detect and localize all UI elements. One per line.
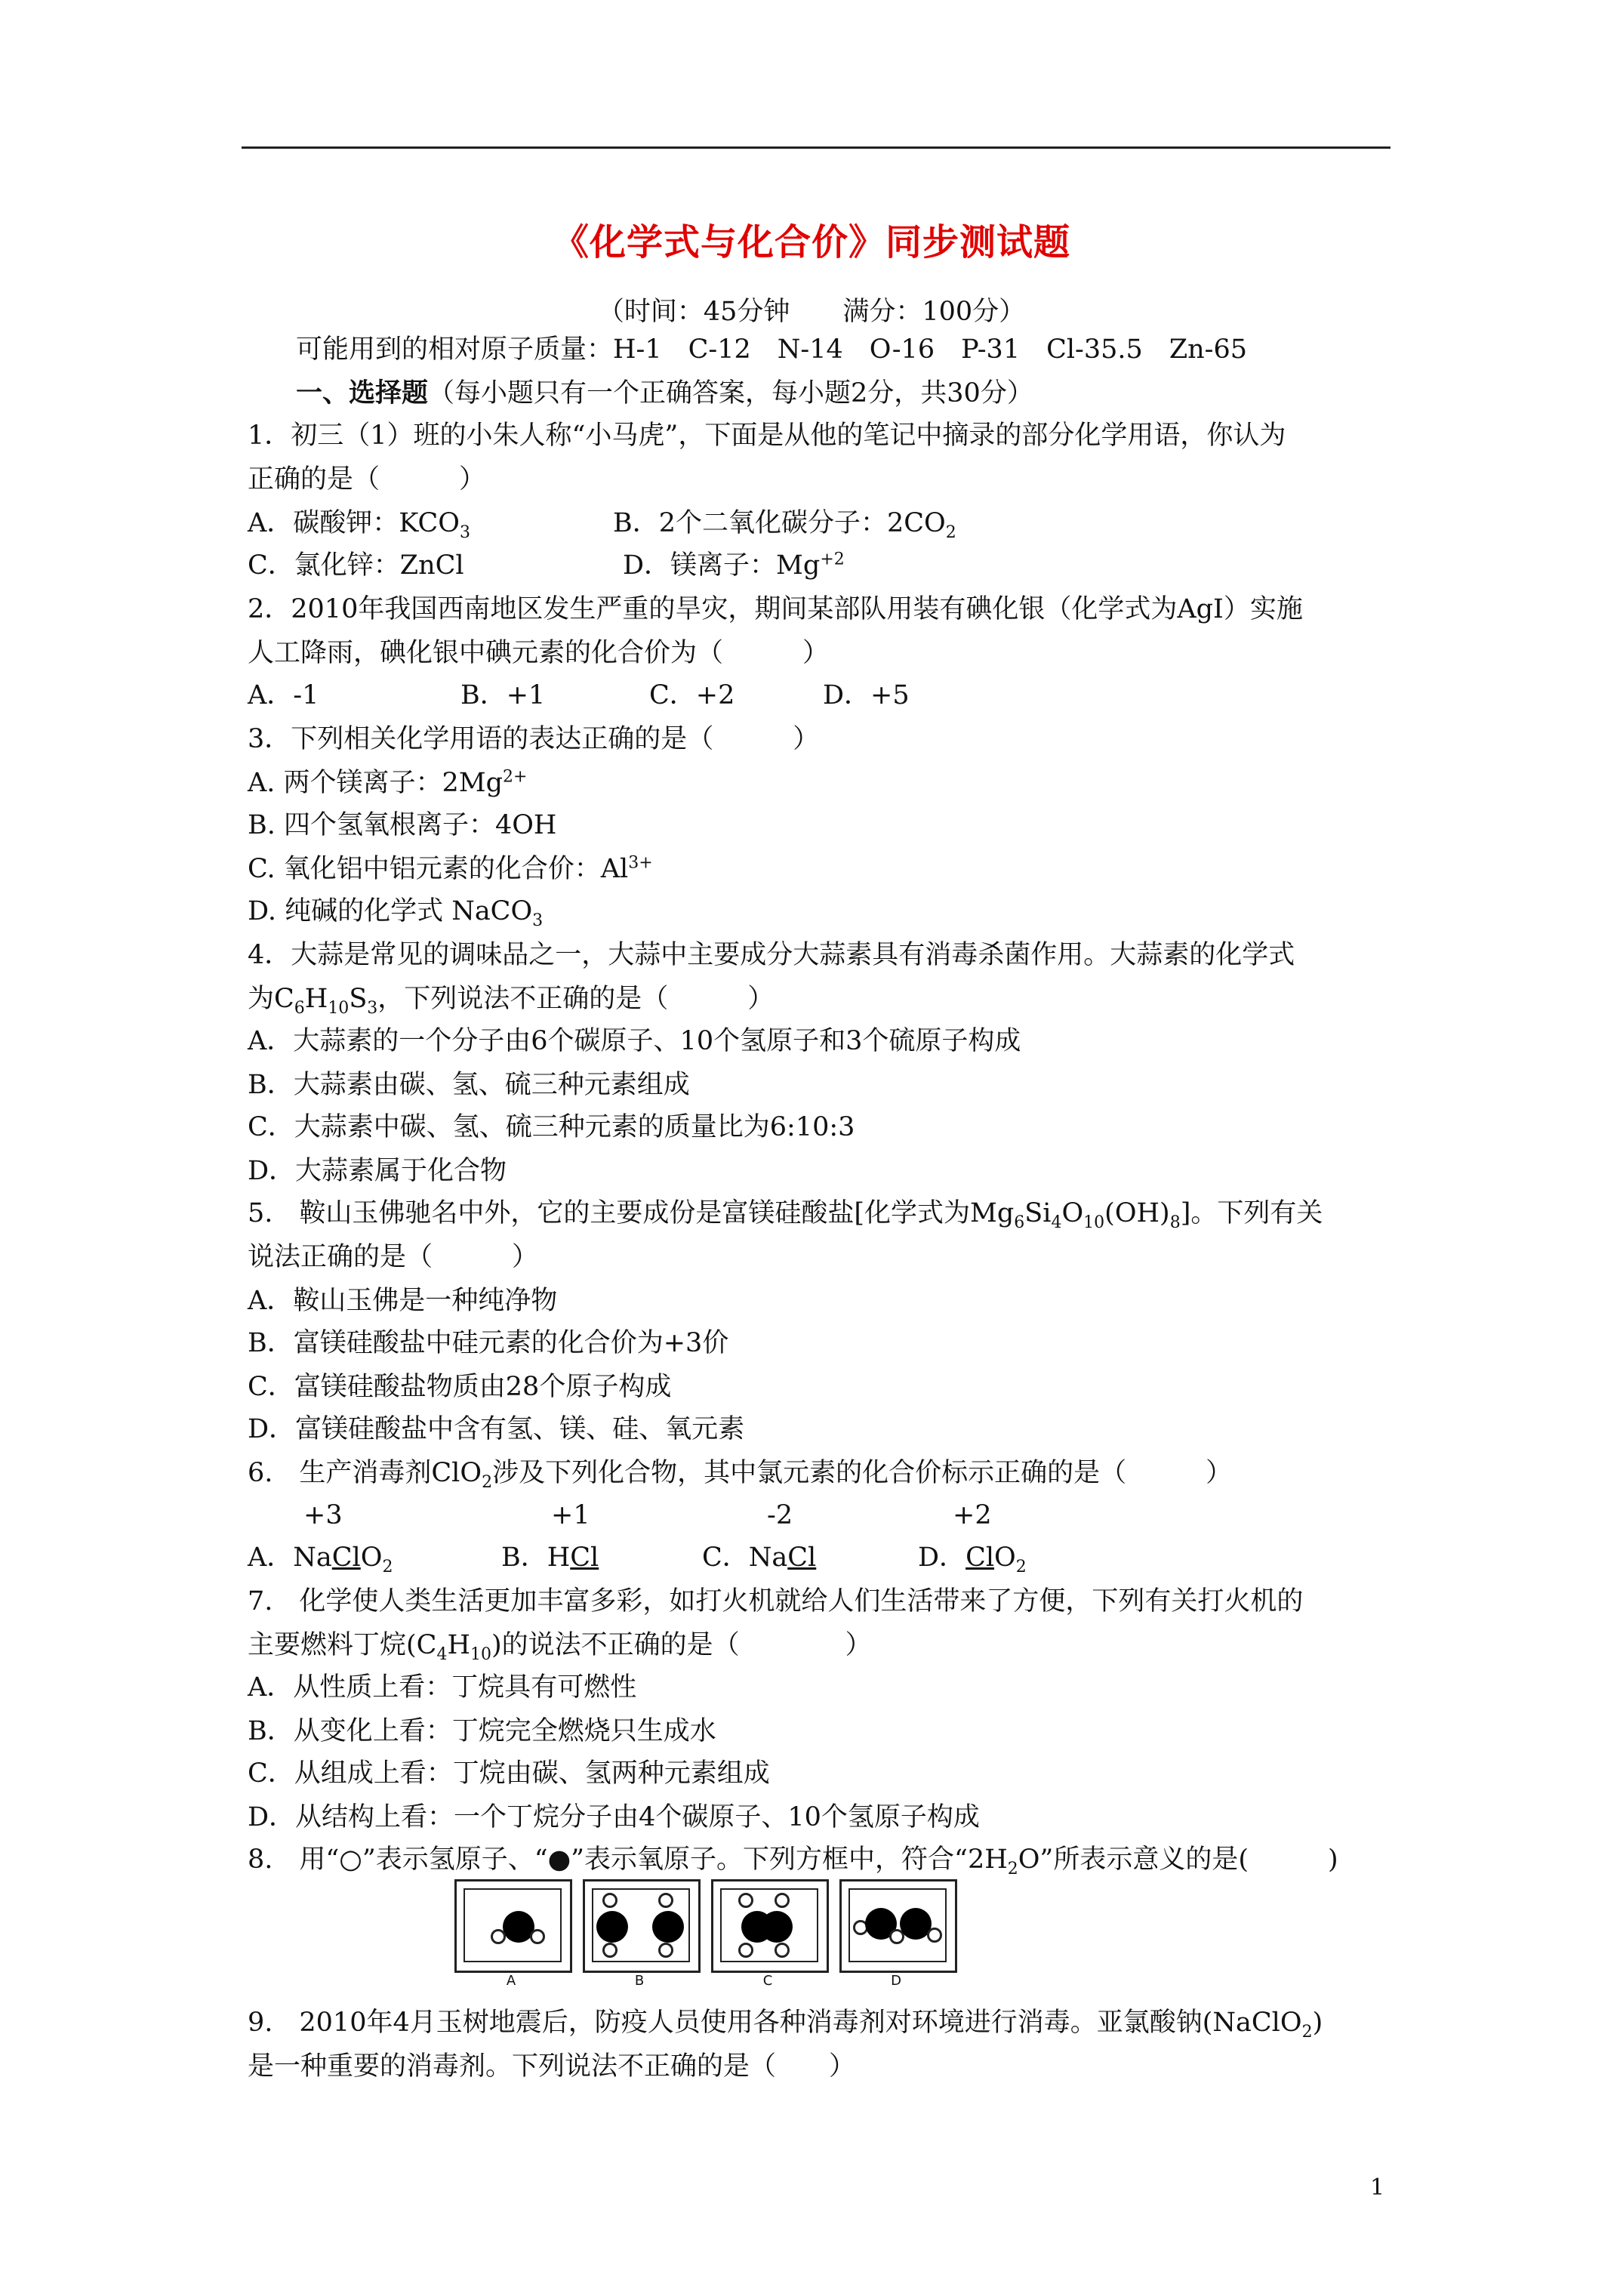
section-note: （每小题只有一个正确答案，每小题2分，共30分） — [428, 378, 1033, 408]
molecule-box-b — [583, 1879, 701, 1973]
q3-stem: 3．下列相关化学用语的表达正确的是（ ） — [248, 724, 820, 754]
q6-option-d: D．ClO$_2$ — [918, 1542, 1027, 1576]
molecule-diagram — [454, 1879, 998, 1992]
oxygen-atom-icon — [596, 1911, 628, 1943]
q1-stem-line2: 正确的是（ ） — [248, 464, 486, 495]
q3-option-b: B. 四个氢氧根离子：4OH — [248, 810, 557, 840]
q4-stem-line1: 4．大蒜是常见的调味品之一，大蒜中主要成分大蒜素具有消毒杀菌作用。大蒜素的化学式 — [248, 940, 1295, 970]
q4-option-a: A．大蒜素的一个分子由6个碳原子、10个氢原子和3个硫原子构成 — [248, 1026, 1021, 1056]
q6-option-b: B．HCl — [501, 1542, 599, 1573]
q2-option-b: B．+1 — [460, 680, 546, 710]
q4-option-d: D．大蒜素属于化合物 — [248, 1156, 507, 1186]
hydrogen-atom-icon — [738, 1943, 753, 1958]
q5-option-a: A．鞍山玉佛是一种纯净物 — [248, 1286, 558, 1316]
q6-valence-a: +3 — [303, 1500, 343, 1530]
q7-option-b: B．从变化上看：丁烷完全燃烧只生成水 — [248, 1716, 716, 1746]
q9-stem-line2: 是一种重要的消毒剂。下列说法不正确的是（ ） — [248, 2051, 856, 2082]
hydrogen-atom-icon — [658, 1943, 673, 1958]
section-heading — [296, 380, 1033, 407]
q6-valence-d: +2 — [953, 1500, 992, 1530]
q2-stem-line2: 人工降雨，碘化银中碘元素的化合价为（ ） — [248, 638, 830, 668]
q3-option-d: D. 纯碱的化学式 NaCO$_3$ — [248, 896, 544, 930]
q6-valence-c: -2 — [767, 1500, 793, 1530]
q6-stem: 6. 生产消毒剂ClO$_2$涉及下列化合物，其中氯元素的化合价标示正确的是（ ） — [248, 1458, 1233, 1492]
q7-option-c: C．从组成上看：丁烷由碳、氢两种元素组成 — [248, 1758, 770, 1789]
q8-stem: 8. 用“○”表示氢原子、“●”表示氧原子。下列方框中，符合“$2H_2O$”所表示意义的是( ) — [248, 1845, 1338, 1878]
q3-option-c: C. 氧化铝中铝元素的化合价：$Al^{3+}$ — [248, 853, 653, 884]
oxygen-atom-icon — [761, 1911, 793, 1943]
q4-option-c: C．大蒜素中碳、氢、硫三种元素的质量比为6:10:3 — [248, 1112, 855, 1142]
q5-option-b: B．富镁硅酸盐中硅元素的化合价为+3价 — [248, 1328, 729, 1358]
q4-option-b: B．大蒜素由碳、氢、硫三种元素组成 — [248, 1070, 690, 1100]
q2-option-d: D．+5 — [823, 680, 910, 710]
hydrogen-atom-icon — [738, 1893, 753, 1908]
section-title: 一、选择题 — [296, 378, 429, 408]
exam-time-score: （时间：45分钟 满分：100分） — [597, 297, 1026, 327]
molecule-box-c — [711, 1879, 829, 1973]
q5-option-d: D．富镁硅酸盐中含有氢、镁、硅、氧元素 — [248, 1414, 745, 1444]
q7-stem-line1: 7. 化学使人类生活更加丰富多彩，如打火机就给人们生活带来了方便，下列有关打火机的 — [248, 1586, 1304, 1616]
q4-stem-line2: 为$C_6H_{10}S_3$，下列说法不正确的是（ ） — [248, 984, 775, 1018]
q2-option-c: C．+2 — [649, 680, 735, 710]
molecule-box-a — [454, 1879, 572, 1973]
hydrogen-atom-icon — [775, 1943, 790, 1958]
q9-stem-line1: 9. 2010年4月玉树地震后，防疫人员使用各种消毒剂对环境进行消毒。亚氯酸钠(NaClO$_2$) — [248, 2008, 1323, 2042]
hydrogen-atom-icon — [491, 1929, 506, 1944]
q1-option-b: B．2个二氧化碳分子：$2CO_2$ — [613, 508, 956, 542]
page-title: 《化学式与化合价》同步测试题 — [552, 221, 1070, 264]
page-number: 1 — [1370, 2174, 1385, 2201]
q6-valence-b: +1 — [551, 1500, 590, 1530]
q6-option-c: C．NaCl — [702, 1542, 817, 1573]
q5-option-c: C．富镁硅酸盐物质由28个原子构成 — [248, 1372, 672, 1402]
box-label-b: B — [634, 1973, 645, 1989]
box-label-d: D — [891, 1973, 901, 1989]
q7-option-d: D．从结构上看：一个丁烷分子由4个碳原子、10个氢原子构成 — [248, 1802, 980, 1832]
q3-option-a: A. 两个镁离子：$2Mg^{2+}$ — [248, 767, 528, 798]
hydrogen-atom-icon — [658, 1893, 673, 1908]
q2-option-a: A．-1 — [248, 680, 319, 710]
hydrogen-atom-icon — [775, 1893, 790, 1908]
q7-stem-line2: 主要燃料丁烷$(C_4H_{10})$的说法不正确的是（ ） — [248, 1630, 872, 1664]
q7-option-a: A．从性质上看：丁烷具有可燃性 — [248, 1672, 637, 1703]
hydrogen-atom-icon — [927, 1928, 942, 1943]
hydrogen-atom-icon — [602, 1943, 617, 1958]
q5-stem-line2: 说法正确的是（ ） — [248, 1242, 539, 1272]
atomic-masses: 可能用到的相对原子质量：H-1 C-12 N-14 O-16 P-31 Cl-35.5 Zn-65 — [296, 334, 1248, 365]
box-label-a: A — [506, 1973, 516, 1989]
q1-option-c: C．氯化锌：ZnCl — [248, 550, 464, 581]
molecule-box-d — [839, 1879, 957, 1973]
hydrogen-atom-icon — [530, 1929, 545, 1944]
header-rule — [242, 146, 1390, 149]
oxygen-atom-icon — [652, 1911, 684, 1943]
q6-option-a: A．NaClO$_2$ — [248, 1542, 393, 1576]
q1-option-a: A．碳酸钾：$KCO_3$ — [248, 508, 470, 542]
q2-stem-line1: 2．2010年我国西南地区发生严重的旱灾，期间某部队用装有碘化银（化学式为AgI）实施 — [248, 594, 1303, 624]
q5-stem-line1: 5. 鞍山玉佛驰名中外，它的主要成份是富镁硅酸盐[化学式为$Mg_6Si_4O_{10}(OH)_8$]。下列有关 — [248, 1198, 1323, 1232]
box-label-c: C — [762, 1973, 773, 1989]
q1-option-d: D．镁离子：$Mg^{+2}$ — [623, 550, 845, 581]
hydrogen-atom-icon — [602, 1893, 617, 1908]
q1-stem-line1: 1．初三（1）班的小朱人称“小马虎”，下面是从他的笔记中摘录的部分化学用语，你认为 — [248, 421, 1286, 451]
